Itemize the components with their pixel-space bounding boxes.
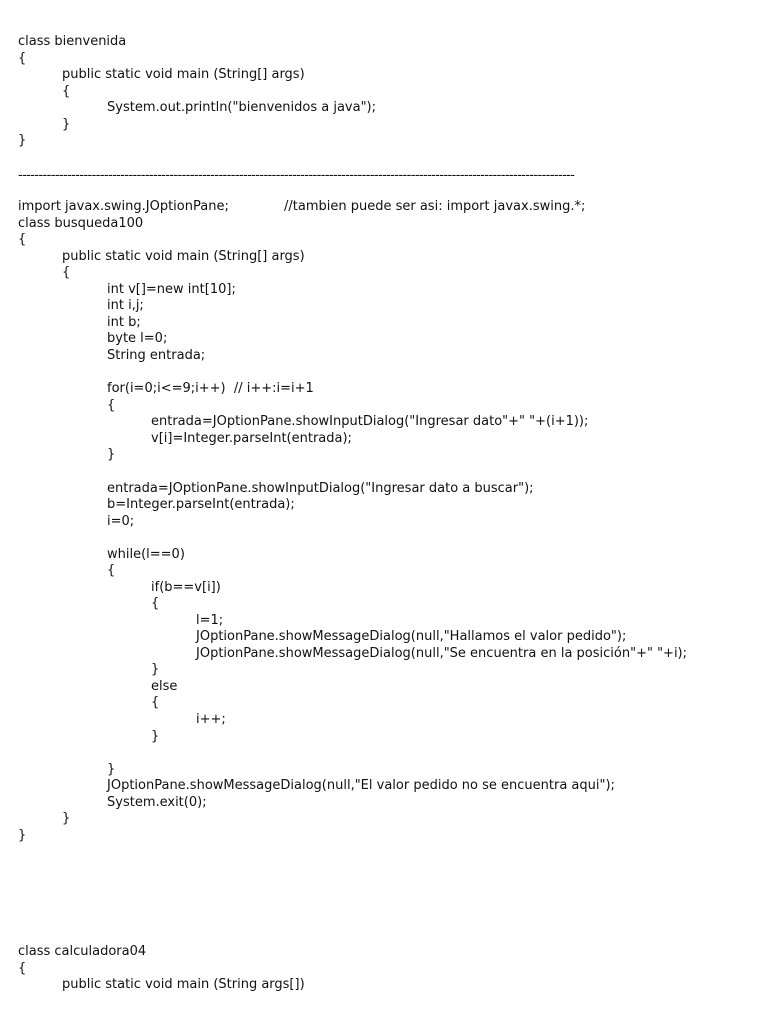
code-line: public static void main (String args[]) xyxy=(62,977,305,992)
code-line: while(l==0) xyxy=(107,547,185,562)
code-line: System.out.println("bienvenidos a java"); xyxy=(107,100,377,115)
code-line: i=0; xyxy=(107,514,135,529)
code-line: { xyxy=(107,398,116,413)
code-line: } xyxy=(151,662,160,677)
code-line: v[i]=Integer.parseInt(entrada); xyxy=(151,431,352,446)
code-line: String entrada; xyxy=(107,348,206,363)
code-line: class bienvenida xyxy=(18,34,127,49)
code-line: int i,j; xyxy=(107,298,144,313)
code-line: { xyxy=(107,563,116,578)
code-line: { xyxy=(62,84,71,99)
code-line: i++; xyxy=(196,712,226,727)
code-line: JOptionPane.showMessageDialog(null,"Hallamos el valor pedido"); xyxy=(196,629,627,644)
import-comment: //tambien puede ser asi: import javax.swing.*; xyxy=(284,199,586,214)
code-line: } xyxy=(62,811,71,826)
code-line: byte l=0; xyxy=(107,331,168,346)
code-line: int b; xyxy=(107,315,141,330)
code-line: b=Integer.parseInt(entrada); xyxy=(107,497,295,512)
code-line: System.exit(0); xyxy=(107,795,207,810)
code-line: JOptionPane.showMessageDialog(null,"El valor pedido no se encuentra aqui"); xyxy=(107,778,615,793)
code-line: else xyxy=(151,679,178,694)
separator-line: ---------------------------------------------------------------------------------------------------------------------------------------- xyxy=(18,168,575,183)
code-line: } xyxy=(62,117,71,132)
code-line: for(i=0;i<=9;i++) // i++:i=i+1 xyxy=(107,381,314,396)
code-line: public static void main (String[] args) xyxy=(62,249,305,264)
code-line: { xyxy=(18,51,27,66)
code-line: if(b==v[i]) xyxy=(151,580,221,595)
code-line: } xyxy=(18,133,27,148)
code-line: { xyxy=(18,961,27,976)
code-line: { xyxy=(18,232,27,247)
code-line: public static void main (String[] args) xyxy=(62,67,305,82)
code-line: { xyxy=(151,695,160,710)
code-line: entrada=JOptionPane.showInputDialog("Ingresar dato"+" "+(i+1)); xyxy=(151,414,589,429)
code-line: } xyxy=(151,729,160,744)
code-line: { xyxy=(62,265,71,280)
code-line: JOptionPane.showMessageDialog(null,"Se encuentra en la posición"+" "+i); xyxy=(196,646,688,661)
code-line: entrada=JOptionPane.showInputDialog("Ingresar dato a buscar"); xyxy=(107,481,534,496)
code-line: class busqueda100 xyxy=(18,216,144,231)
code-line: } xyxy=(18,828,27,843)
code-line: } xyxy=(107,762,116,777)
code-line: int v[]=new int[10]; xyxy=(107,282,236,297)
code-line: } xyxy=(107,447,116,462)
code-line: l=1; xyxy=(196,613,224,628)
code-line: class calculadora04 xyxy=(18,944,147,959)
code-line: { xyxy=(151,596,160,611)
import-line: import javax.swing.JOptionPane; xyxy=(18,199,229,214)
